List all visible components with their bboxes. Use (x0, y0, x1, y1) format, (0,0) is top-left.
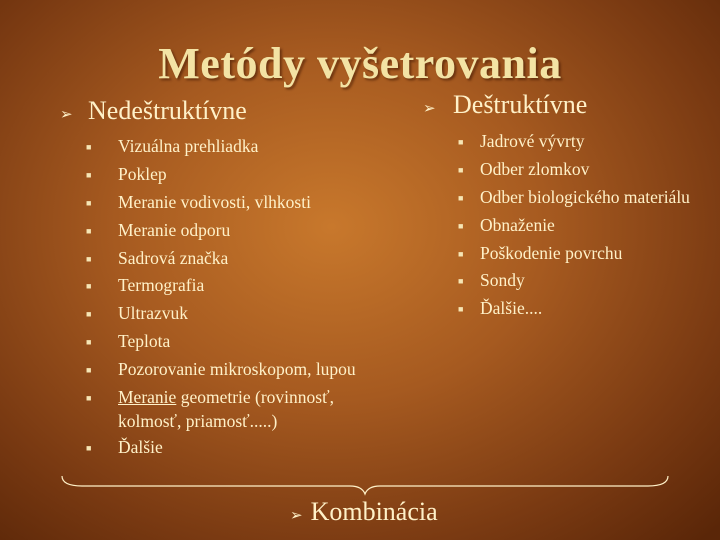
arrow-bullet-icon: ➢ (423, 101, 436, 117)
list-item: ■ Termografia (86, 274, 380, 299)
curly-brace-icon (60, 474, 670, 496)
right-column (423, 90, 713, 325)
square-bullet-icon: ■ (86, 309, 92, 320)
left-heading (60, 96, 380, 126)
list-item: ■ Poškodenie povrchu (458, 242, 713, 267)
list-item: ■ Ďalšie (86, 436, 380, 461)
list-item: ■ Pozorovanie mikroskopom, lupou (86, 358, 380, 383)
list-item: ■ Sadrová značka (86, 247, 380, 272)
square-bullet-icon: ■ (458, 164, 464, 175)
footer-text: Kombinácia (310, 497, 438, 526)
slide-title: Metódy vyšetrovania (158, 39, 562, 88)
square-bullet-icon: ■ (86, 365, 92, 376)
square-bullet-icon: ■ (458, 137, 464, 147)
square-bullet-icon: ■ (86, 337, 92, 348)
square-bullet-icon: ■ (86, 393, 92, 404)
list-item: ■ Jadrové vývrty (458, 130, 713, 155)
underlined-word: Meranie (118, 387, 177, 408)
square-bullet-icon: ■ (86, 225, 92, 236)
left-list (86, 135, 380, 461)
list-item: ■ Meranie vodivosti, vlhkosti (86, 191, 380, 216)
list-item: ■ Vizuálna prehliadka (86, 135, 380, 160)
list-item: ■ Obnaženie (458, 214, 713, 239)
list-item: ■ Poklep (86, 163, 380, 188)
square-bullet-icon: ■ (458, 276, 464, 287)
footer-combination (290, 497, 438, 527)
arrow-bullet-icon: ➢ (290, 508, 303, 524)
list-item: ■ Meranie geometrie (rovinnosť, kolmosť, priamosť.....) (86, 386, 380, 433)
square-bullet-icon: ■ (86, 197, 92, 208)
list-item: ■ Sondy (458, 269, 713, 294)
square-bullet-icon: ■ (458, 248, 464, 259)
right-list (458, 130, 713, 322)
arrow-bullet-icon: ➢ (60, 107, 73, 123)
right-heading-text: Deštruktívne (453, 90, 588, 119)
square-bullet-icon: ■ (86, 169, 92, 180)
square-bullet-icon: ■ (458, 220, 464, 231)
list-item: ■ Odber biologického materiálu (458, 186, 713, 211)
left-heading-text: Nedeštruktívne (88, 96, 247, 125)
list-item: ■ Meranie odporu (86, 219, 380, 244)
square-bullet-icon: ■ (86, 253, 92, 264)
square-bullet-icon: ■ (86, 142, 92, 152)
square-bullet-icon: ■ (458, 304, 464, 315)
list-item: ■ Ďalšie.... (458, 297, 713, 322)
right-heading (423, 90, 713, 120)
list-item: ■ Ultrazvuk (86, 302, 380, 327)
list-item: ■ Odber zlomkov (458, 158, 713, 183)
square-bullet-icon: ■ (458, 192, 464, 203)
left-column (60, 96, 380, 464)
list-item: ■ Teplota (86, 330, 380, 355)
square-bullet-icon: ■ (86, 281, 92, 292)
square-bullet-icon: ■ (86, 443, 92, 454)
